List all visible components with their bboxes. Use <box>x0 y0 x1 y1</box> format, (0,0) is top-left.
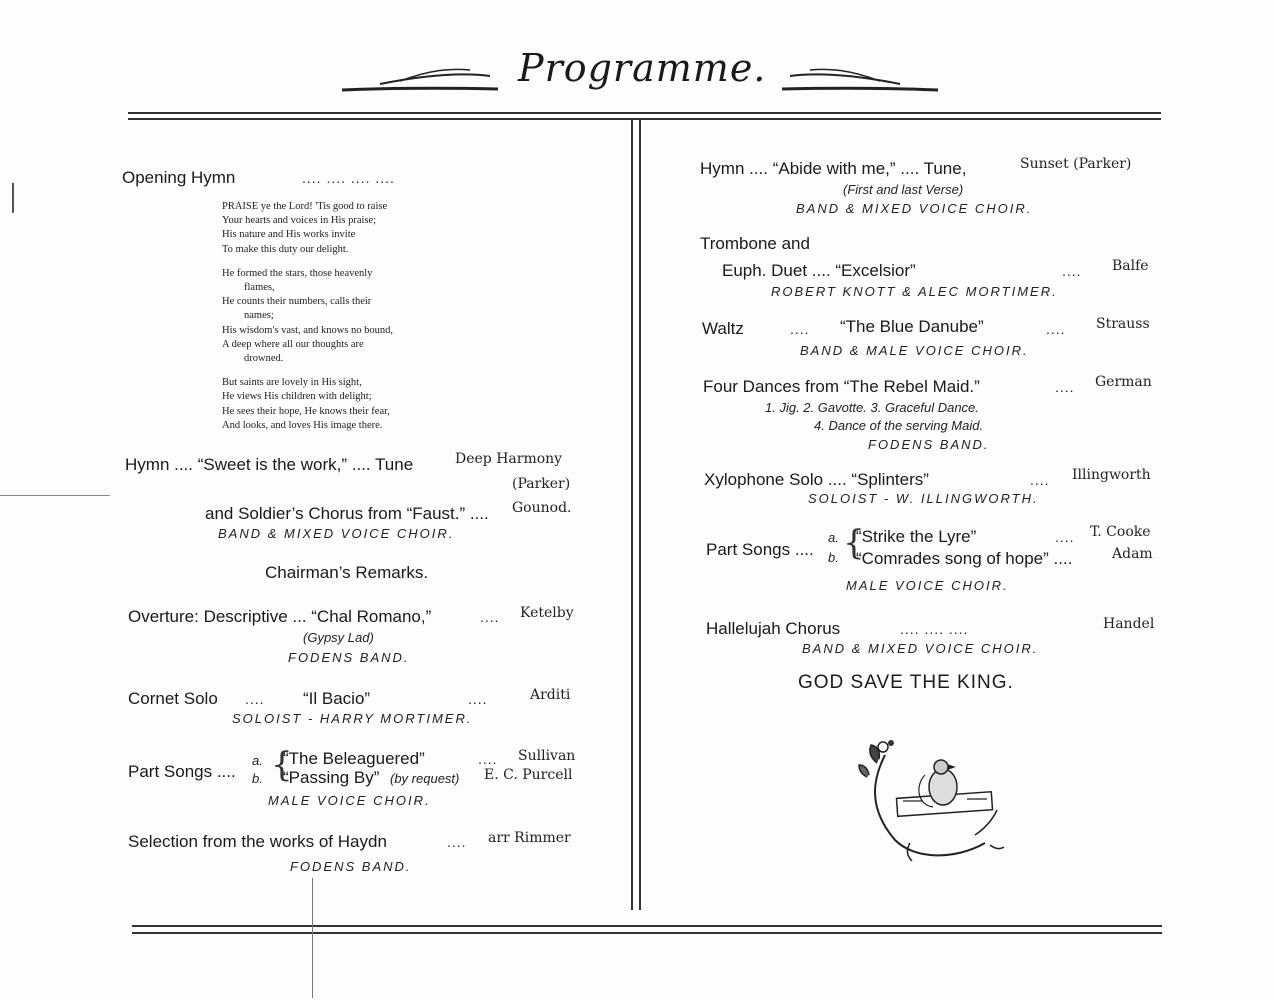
xylophone-solo: Xylophone Solo .... “Splinters” <box>704 470 929 489</box>
right-part-song-a-composer: T. Cooke <box>1090 524 1151 540</box>
verse-line: He views His children with delight; <box>222 391 372 403</box>
part-song-a-composer: Sullivan <box>518 748 576 764</box>
verse-line: He sees their hope, He knows their fear, <box>222 405 390 417</box>
trombone-duet-composer: Balfe <box>1112 258 1149 274</box>
hallelujah-composer: Handel <box>1103 616 1155 632</box>
haydn-selection-performers: FODENS BAND. <box>290 859 412 874</box>
left-swash-ornament <box>340 64 500 94</box>
hallelujah-performers: BAND & MIXED VOICE CHOIR. <box>802 641 1039 656</box>
cornet-solo-composer: Arditi <box>530 687 571 703</box>
rebel-maid-dance-list: 1. Jig. 2. Gavotte. 3. Graceful Dance. <box>765 400 979 415</box>
verse-line: His nature and His works invite <box>222 229 356 241</box>
xylophone-performer: SOLOIST - W. ILLINGWORTH. <box>808 491 1039 506</box>
scan-mark <box>0 182 14 217</box>
hallelujah-dots: .... .... .... <box>900 621 969 637</box>
cornet-solo-dots-2: .... <box>468 691 488 707</box>
part-songs-performers: MALE VOICE CHOIR. <box>268 793 431 808</box>
center-fold-rule <box>631 120 641 910</box>
verse-line: He formed the stars, those heavenly <box>222 267 373 279</box>
haydn-selection-arranger: arr Rimmer <box>488 830 571 846</box>
part-song-b-note: (by request) <box>390 771 460 786</box>
hymn-composer: (Parker) <box>512 476 571 492</box>
verse-line: names; <box>244 310 274 322</box>
verse-line: He counts their numbers, calls their <box>222 296 372 308</box>
cornet-solo-performer: SOLOIST - HARRY MORTIMER. <box>232 711 473 726</box>
hymn-abide-verses: (First and last Verse) <box>843 182 964 197</box>
opening-hymn-verses <box>222 200 482 443</box>
hymn-abide-performers: BAND & MIXED VOICE CHOIR. <box>796 201 1033 216</box>
overture-dots: .... <box>480 609 500 625</box>
xylophone-dots: .... <box>1030 472 1050 488</box>
part-songs-brace: { <box>271 745 293 785</box>
hymn-verse-2 <box>222 267 482 366</box>
rebel-maid-dance-4: 4. Dance of the serving Maid. <box>814 418 984 433</box>
hymn-verse-1 <box>222 200 482 257</box>
waltz-dots: .... <box>790 321 810 337</box>
hymn-abide-with-me: Hymn .... “Abide with me,” .... Tune, <box>700 159 967 178</box>
soldiers-chorus-performers: BAND & MIXED VOICE CHOIR. <box>218 526 455 541</box>
cornet-solo-piece: “Il Bacio” <box>303 689 371 708</box>
part-song-a: “The Beleaguered” <box>283 749 425 768</box>
verse-line: Your hearts and voices in His praise; <box>222 215 377 227</box>
soldiers-chorus-item: and Soldier’s Chorus from “Faust.” .... <box>205 504 489 523</box>
cornet-solo-dots: .... <box>245 691 265 707</box>
hymn-sweet-is-the-work: Hymn .... “Sweet is the work,” .... Tune <box>125 455 414 474</box>
trombone-duet-line-1: Trombone and <box>700 234 810 253</box>
right-part-song-a-marker: a. <box>828 530 839 545</box>
haydn-selection-dots: .... <box>447 834 467 850</box>
right-part-songs-performers: MALE VOICE CHOIR. <box>846 578 1009 593</box>
top-double-rule <box>128 112 1161 120</box>
right-part-song-b: “Comrades song of hope” .... <box>856 549 1073 568</box>
verse-line: His wisdom's vast, and knows no bound, <box>222 324 394 336</box>
rebel-maid-dots: .... <box>1055 379 1075 395</box>
trombone-duet-performers: ROBERT KNOTT & ALEC MORTIMER. <box>771 284 1058 299</box>
part-song-a-marker: a. <box>252 753 263 768</box>
opening-hymn-dots: .... .... .... .... <box>302 170 395 186</box>
title-block <box>340 46 940 106</box>
scan-line <box>0 495 110 496</box>
waltz-label: Waltz <box>702 319 744 338</box>
waltz-piece: “The Blue Danube” <box>840 317 984 336</box>
waltz-dots-2: .... <box>1046 321 1066 337</box>
chairmans-remarks: Chairman’s Remarks. <box>265 563 429 582</box>
trombone-duet-line-2: Euph. Duet .... “Excelsior” <box>722 261 916 280</box>
verse-line: But saints are lovely in His sight, <box>222 377 362 389</box>
overture-subtitle: (Gypsy Lad) <box>303 630 374 645</box>
haydn-selection: Selection from the works of Haydn <box>128 832 387 851</box>
waltz-composer: Strauss <box>1096 316 1150 332</box>
part-song-b-composer: E. C. Purcell <box>484 767 573 783</box>
hallelujah-chorus: Hallelujah Chorus <box>706 619 841 638</box>
right-part-songs-label: Part Songs .... <box>706 540 814 559</box>
hymn-tune-name: Deep Harmony <box>455 451 563 467</box>
god-save-the-king: GOD SAVE THE KING. <box>798 672 1014 693</box>
right-part-song-b-marker: b. <box>828 550 839 565</box>
verse-line: flames, <box>244 282 275 294</box>
page-title: Programme. <box>518 46 767 90</box>
rebel-maid-composer: German <box>1095 374 1152 390</box>
rebel-maid-dances: Four Dances from “The Rebel Maid.” <box>703 377 980 396</box>
waltz-performers: BAND & MALE VOICE CHOIR. <box>800 343 1029 358</box>
right-swash-ornament <box>780 64 940 94</box>
hymn-verse-3 <box>222 376 482 433</box>
bottom-double-rule <box>132 925 1162 934</box>
verse-line: To make this duty our delight. <box>222 243 349 255</box>
overture-composer: Ketelby <box>520 605 574 621</box>
verse-line: drowned. <box>244 353 284 365</box>
right-part-song-a-dots: .... <box>1055 529 1075 545</box>
verse-line: A deep where all our thoughts are <box>222 338 364 350</box>
soldiers-chorus-composer: Gounod. <box>512 500 572 516</box>
cornet-solo-label: Cornet Solo <box>128 689 218 708</box>
part-song-a-dots: .... <box>478 751 498 767</box>
hymn-abide-tune: Sunset (Parker) <box>1020 156 1132 172</box>
xylophone-composer: Illingworth <box>1072 467 1151 483</box>
bird-on-branch-emblem <box>855 735 1010 865</box>
right-part-songs-brace: { <box>843 523 865 563</box>
part-songs-label: Part Songs .... <box>128 762 236 781</box>
overture-performers: FODENS BAND. <box>288 650 410 665</box>
overture-item: Overture: Descriptive ... “Chal Romano,” <box>128 607 432 626</box>
right-part-song-b-composer: Adam <box>1112 546 1153 562</box>
part-song-b: “Passing By” <box>283 768 380 787</box>
paper-crease <box>312 878 313 998</box>
verse-line: And looks, and loves His image there. <box>222 419 383 431</box>
rebel-maid-performers: FODENS BAND. <box>868 437 990 452</box>
part-song-b-marker: b. <box>252 771 263 786</box>
right-part-song-a: “Strike the Lyre” <box>856 527 977 546</box>
verse-line: PRAISE ye the Lord! 'Tis good to raise <box>222 201 388 212</box>
trombone-duet-dots: .... <box>1062 263 1082 279</box>
opening-hymn-label: Opening Hymn <box>122 168 236 187</box>
